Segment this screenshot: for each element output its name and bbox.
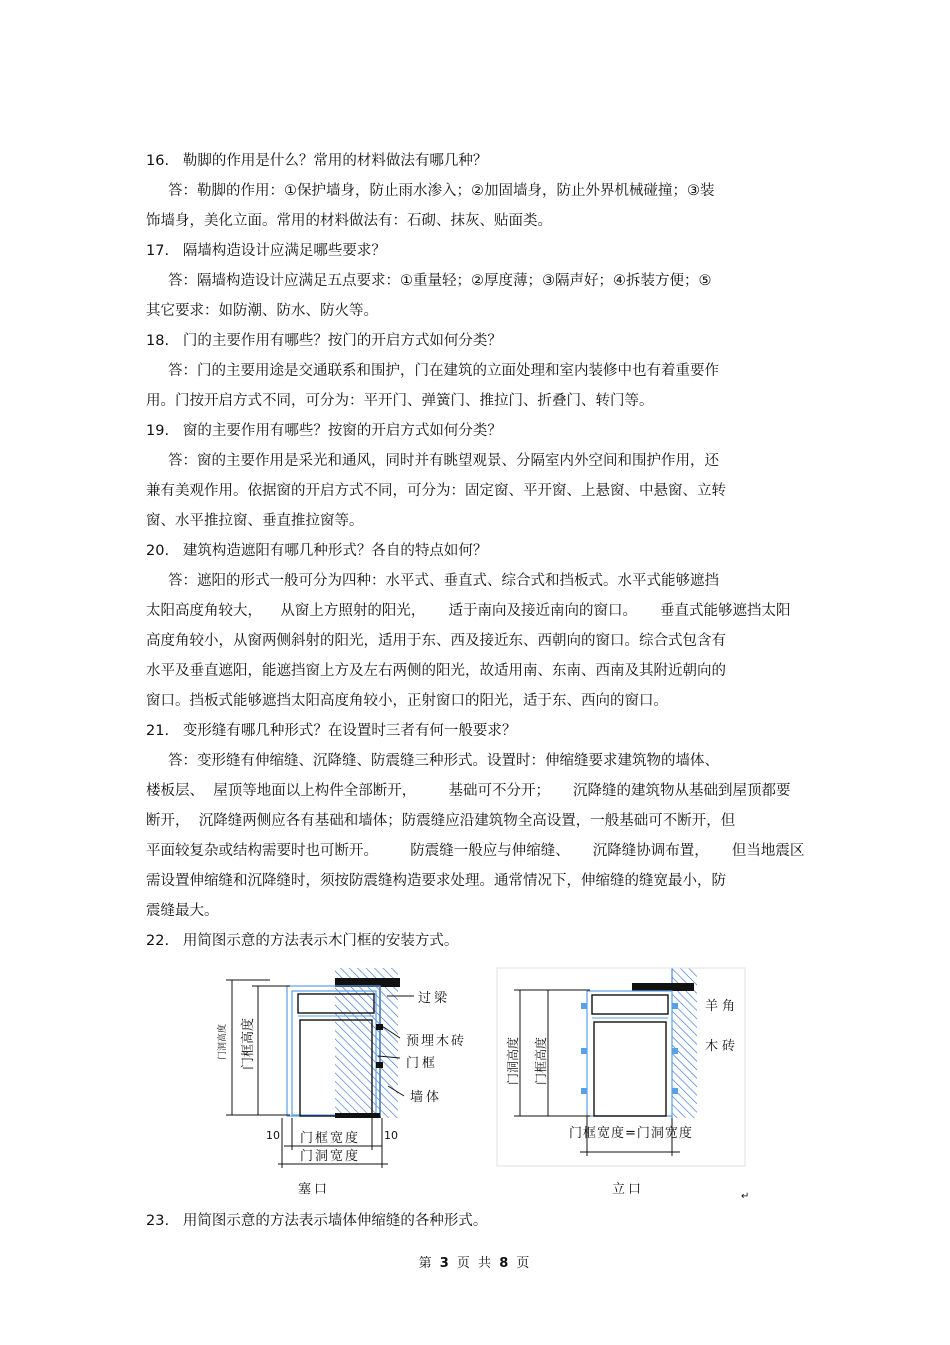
answer-line: 答：门的主要用途是交通联系和围护，门在建筑的立面处理和室内装修中也有着重要作 [168, 363, 719, 379]
answer-line: 答：窗的主要作用是采光和通风，同时并有眺望观景、分隔室内外空间和围护作用，还 [168, 453, 719, 469]
footer-pre: 第 [418, 1256, 434, 1271]
horn-label: 羊角 [705, 999, 740, 1014]
frame-width-label: 门框宽度 [300, 1131, 361, 1146]
wood-brick-label: 木砖 [705, 1039, 740, 1054]
embedded-brick-label: 预埋木砖 [406, 1034, 467, 1049]
question-heading: 23. 用简图示意的方法表示墙体伸缩缝的各种形式。 [146, 1213, 488, 1229]
question-heading: 20. 建筑构造遮阳有哪几种形式？各自的特点如何？ [146, 543, 488, 559]
footer-total-pages: 8 [499, 1256, 511, 1271]
question-heading: 17. 隔墙构造设计应满足哪些要求？ [146, 243, 386, 259]
lintel-label: 过梁 [418, 991, 451, 1006]
answer-line: 断开， 沉降缝两侧应各有基础和墙体；防震缝应沿建筑物全高设置，一般基础可不断开，但 [146, 813, 736, 829]
frame-label: 门框 [406, 1056, 439, 1071]
wall-label: 墙体 [410, 1090, 443, 1105]
answer-line: 答：变形缝有伸缩缝、沉降缝、防震缝三种形式。设置时：伸缩缝要求建筑物的墙体、 [168, 753, 719, 769]
page-footer [0, 1252, 950, 1271]
return-mark: ↵ [741, 1191, 750, 1202]
answer-line: 楼板层、 屋顶等地面以上构件全部断开， 基础可不分开； 沉降缝的建筑物从基础到屋顶都要 [146, 783, 791, 799]
question-heading: 22. 用简图示意的方法表示木门框的安装方式。 [146, 933, 459, 949]
right-diagram [497, 968, 749, 1202]
answer-line: 兼有美观作用。依据窗的开启方式不同，可分为：固定窗、平开窗、上悬窗、中悬窗、立转 [146, 483, 726, 499]
frame-height-label: 门框高度 [241, 1017, 256, 1070]
answer-line: 水平及垂直遮阳，能遮挡窗上方及左右两侧的阳光，故适用南、东南、西南及其附近朝向的 [146, 663, 726, 679]
opening-height-label-right: 门洞高度 [506, 1036, 520, 1085]
answer-line: 窗口。挡板式能够遮挡太阳高度角较小，正射窗口的阳光，适于东、西向的窗口。 [146, 693, 668, 709]
answer-line: 答：勒脚的作用：①保护墙身，防止雨水渗入；②加固墙身，防止外界机械碰撞；③装 [168, 183, 715, 199]
answer-line: 平面较复杂或结构需要时也可断开。 防震缝一般应与伸缩缝、 沉降缝协调布置， 但当地震区 [146, 843, 805, 859]
left-caption: 塞口 [298, 1182, 331, 1197]
question-heading: 16. 勒脚的作用是什么？常用的材料做法有哪几种？ [146, 153, 488, 169]
right-caption: 立口 [612, 1182, 645, 1197]
frame-height-label-right: 门框高度 [534, 1036, 548, 1085]
question-heading: 21. 变形缝有哪几种形式？在设置时三者有何一般要求？ [146, 723, 517, 739]
answer-line: 答：遮阳的形式一般可分为四种：水平式、垂直式、综合式和挡板式。水平式能够遮挡 [168, 573, 719, 589]
left-diagram [216, 968, 466, 1197]
footer-mid: 页 共 [456, 1256, 494, 1271]
opening-height-label: 门洞高度 [218, 1023, 228, 1060]
footer-post: 页 [516, 1256, 532, 1271]
dim-left-label: 10 [266, 1129, 280, 1142]
answer-line: 窗、水平推拉窗、垂直推拉窗等。 [146, 513, 364, 529]
answer-line: 答：隔墙构造设计应满足五点要求：①重量轻；②厚度薄；③隔声好；④拆装方便；⑤ [168, 273, 712, 289]
width-equal-label: 门框宽度=门洞宽度 [569, 1126, 693, 1141]
answer-line: 太阳高度角较大， 从窗上方照射的阳光， 适于南向及接近南向的窗口。 垂直式能够遮挡太阳 [146, 603, 791, 619]
answer-line: 震缝最大。 [146, 903, 219, 919]
answer-line: 用。门按开启方式不同，可分为：平开门、弹簧门、推拉门、折叠门、转门等。 [146, 393, 654, 409]
footer-page-number: 3 [439, 1256, 451, 1271]
question-heading: 18. 门的主要作用有哪些？按门的开启方式如何分类？ [146, 333, 502, 349]
opening-width-label: 门洞宽度 [300, 1149, 361, 1164]
answer-line: 饰墙身，美化立面。常用的材料做法有：石砌、抹灰、贴面类。 [146, 213, 552, 229]
answer-line: 其它要求：如防潮、防水、防火等。 [146, 303, 378, 319]
question-heading: 19. 窗的主要作用有哪些？按窗的开启方式如何分类？ [146, 423, 502, 439]
answer-line: 需设置伸缩缝和沉降缝时，须按防震缝构造要求处理。通常情况下，伸缩缝的缝宽最小，防 [146, 873, 726, 889]
dim-right-label: 10 [384, 1129, 398, 1142]
answer-line: 高度角较小，从窗两侧斜射的阳光，适用于东、西及接近东、西朝向的窗口。综合式包含有 [146, 633, 726, 649]
